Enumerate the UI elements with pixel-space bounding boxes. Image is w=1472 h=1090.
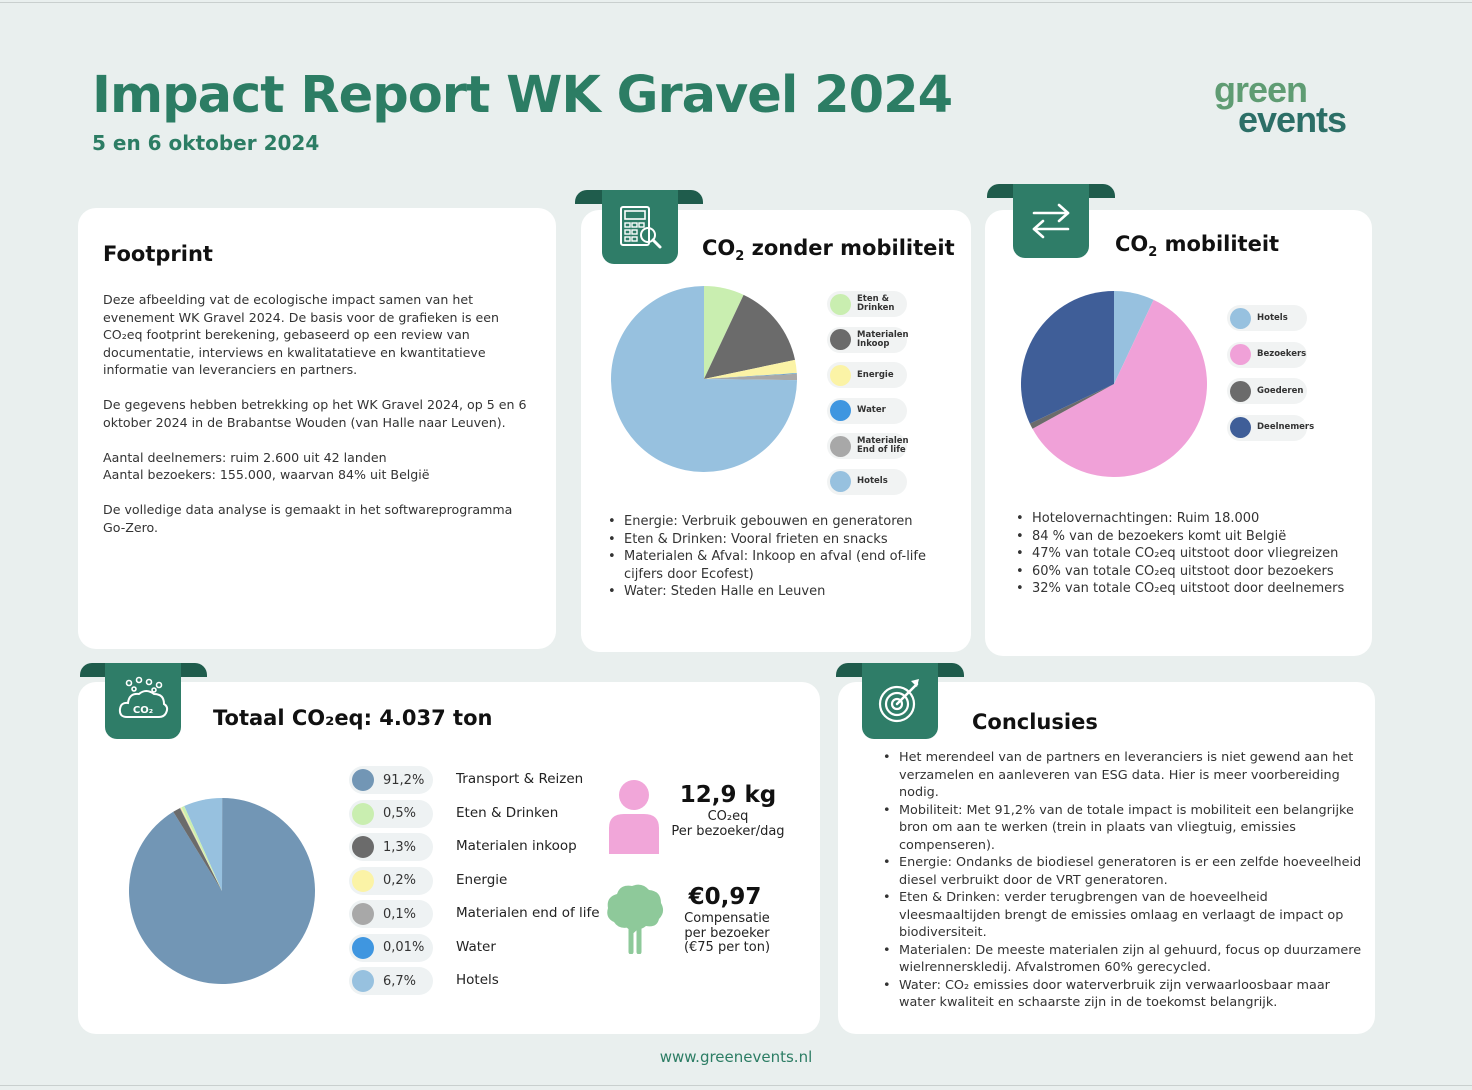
bullet-item: • Energie: Verbruik gebouwen en generatoren xyxy=(606,513,946,531)
stat-compensatie-per: per bezoeker xyxy=(684,926,770,941)
stat-per-bezoeker-unit: CO₂eq xyxy=(707,809,749,824)
co2-mobiliteit-legend-item xyxy=(1227,378,1307,404)
legend-swatch xyxy=(830,436,851,457)
totaal-legend-pill xyxy=(349,800,433,828)
totaal-legend-label: Water xyxy=(456,938,496,955)
legend-label: Materialen End of life xyxy=(857,436,909,455)
totaal-legend-pill xyxy=(349,967,433,995)
logo-line1: green xyxy=(1214,70,1308,110)
person-icon xyxy=(604,776,664,856)
bullet-item: • Materialen: De meeste materialen zijn al gehuurd, focus op duurzamere wielrennerskledij. Afvalstromen 60% gerecycled. xyxy=(881,942,1366,977)
bullet-item: • Water: Steden Halle en Leuven xyxy=(606,583,946,601)
co2-zonder-legend-item xyxy=(827,291,907,317)
legend-swatch xyxy=(830,365,851,386)
legend-label: Deelnemers xyxy=(1257,422,1315,432)
legend-swatch xyxy=(830,471,851,492)
co2-mobiliteit-pie-chart xyxy=(1014,284,1214,484)
legend-swatch xyxy=(830,329,851,350)
co2-mobiliteit-bullets xyxy=(1014,510,1364,598)
title-sub: 2 xyxy=(1148,245,1158,261)
co2-zonder-legend-item xyxy=(827,469,907,495)
co2-zonder-legend-item xyxy=(827,433,907,459)
stat-per-bezoeker-value: 12,9 kg xyxy=(679,782,777,808)
footprint-paragraph: De volledige data analyse is gemaakt in het softwareprogramma Go-Zero. xyxy=(103,502,513,535)
title-part: mobiliteit xyxy=(1157,232,1280,256)
bullet-item: • Mobiliteit: Met 91,2% van de totale impact is mobiliteit een belangrijke bron om aan te werken (trein in plaats van vliegtuig, emissies compenseren). xyxy=(881,802,1366,855)
title-part: zonder mobiliteit xyxy=(744,236,955,260)
conclusies-bullets xyxy=(881,749,1366,1012)
totaal-legend-label: Hotels xyxy=(456,972,499,988)
totaal-legend-label: Materialen inkoop xyxy=(456,838,577,854)
legend-label: Hotels xyxy=(1257,312,1288,323)
footprint-paragraph: Aantal deelnemers: ruim 2.600 uit 42 landen Aantal bezoekers: 155.000, waarvan 84% uit België xyxy=(103,449,430,482)
bullet-item: • Water: CO₂ emissies door waterverbruik zijn verwaarloosbaar maar water kwaliteit en schaarste zijn in de toekomst belangrijk. xyxy=(881,977,1366,1012)
totaal-legend-value: 6,7% xyxy=(383,973,417,989)
legend-label: Water xyxy=(857,405,886,415)
title-part: CO xyxy=(1115,232,1149,256)
arrows-exchange-icon xyxy=(1028,198,1074,244)
legend-swatch xyxy=(1230,308,1251,329)
co2-zonder-title xyxy=(702,236,955,264)
totaal-legend-value: 0,01% xyxy=(383,940,425,955)
totaal-legend-pill xyxy=(349,867,433,895)
bullet-item: • Eten & Drinken: Vooral frieten en snacks xyxy=(606,531,946,549)
co2-zonder-legend-item xyxy=(827,362,907,388)
stat-compensatie-value: €0,97 xyxy=(688,884,762,910)
totaal-legend-pill xyxy=(349,934,433,962)
legend-swatch xyxy=(830,400,851,421)
legend-swatch xyxy=(352,803,374,825)
svg-text:CO₂: CO₂ xyxy=(132,705,154,716)
co2-mobiliteit-legend-item xyxy=(1227,415,1315,441)
footer-url[interactable]: www.greenevents.nl xyxy=(659,1048,813,1066)
totaal-legend-value: 1,3% xyxy=(383,839,417,855)
footprint-text xyxy=(103,291,528,554)
legend-swatch xyxy=(830,294,851,315)
footprint-paragraph: De gegevens hebben betrekking op het WK Gravel 2024, op 5 en 6 oktober 2024 in de Brabantse Wouden (van Halle naar Leuven). xyxy=(103,397,527,430)
co2-mobiliteit-legend-item xyxy=(1227,305,1307,331)
co2-zonder-pie-chart xyxy=(604,279,804,479)
legend-swatch xyxy=(352,970,374,992)
bullet-item: • Materialen & Afval: Inkoop en afval (end of-life cijfers door Ecofest) xyxy=(606,548,946,583)
totaal-legend-pill xyxy=(349,833,433,861)
totaal-legend-value: 0,5% xyxy=(383,806,417,821)
legend-swatch xyxy=(352,769,374,791)
bullet-item: • 32% van totale CO₂eq uitstoot door deelnemers xyxy=(1014,580,1364,598)
bullet-item: • Energie: Ondanks de biodiesel generatoren is er een zelfde hoeveelheid diesel verbruikt door de VRT generatoren. xyxy=(881,854,1366,889)
bullet-item: • Hotelovernachtingen: Ruim 18.000 xyxy=(1014,510,1364,528)
page-title: Impact Report WK Gravel 2024 xyxy=(92,66,953,125)
legend-swatch xyxy=(1230,417,1251,438)
co2-mobiliteit-legend-item xyxy=(1227,342,1307,368)
totaal-title: Totaal CO₂eq: 4.037 ton xyxy=(213,706,493,730)
stat-per-bezoeker-label: Per bezoeker/dag xyxy=(671,824,785,839)
totaal-tab xyxy=(105,663,181,739)
footprint-paragraph: Deze afbeelding vat de ecologische impact samen van het evenement WK Gravel 2024. De basis voor de grafieken is een CO₂eq footprint berekening, gebaseerd op een review van documentatie, interviews en kwalitatatieve en kwantitatieve informatie van leveranciers en partners. xyxy=(103,292,500,377)
legend-swatch xyxy=(1230,381,1251,402)
totaal-legend-label: Transport & Reizen xyxy=(456,771,584,787)
totaal-legend-value: 91,2% xyxy=(383,772,425,788)
target-icon xyxy=(875,676,925,726)
legend-swatch xyxy=(352,903,374,925)
tree-icon xyxy=(604,882,666,954)
totaal-legend-label: Materialen end of life xyxy=(456,905,600,921)
bullet-item: • Het merendeel van de partners en leveranciers is niet gewend aan het verzamelen en aanleveren van ESG data. Hier is meer voorbereiding nodig. xyxy=(881,749,1366,802)
calculator-icon xyxy=(615,202,665,252)
legend-swatch xyxy=(352,836,374,858)
co2-zonder-bullets xyxy=(606,513,946,601)
totaal-legend-label: Energie xyxy=(456,871,508,888)
legend-label: Hotels xyxy=(857,476,888,486)
bullet-item: • 60% van totale CO₂eq uitstoot door bezoekers xyxy=(1014,563,1364,581)
logo-line2: events xyxy=(1238,99,1347,140)
co2-zonder-legend-item xyxy=(827,398,907,424)
conclusies-title: Conclusies xyxy=(972,710,1098,734)
legend-label: Bezoekers xyxy=(1257,349,1307,359)
legend-label: Eten & Drinken xyxy=(857,294,895,313)
co2-mobiliteit-title xyxy=(1115,232,1279,260)
bullet-item: • 84 % van de bezoekers komt uit België xyxy=(1014,528,1364,546)
legend-label: Goederen xyxy=(1257,385,1304,396)
totaal-legend-value: 0,1% xyxy=(383,906,417,922)
title-sub: 2 xyxy=(735,249,745,265)
legend-swatch xyxy=(352,870,374,892)
legend-label: Materialen Inkoop xyxy=(857,329,909,349)
title-part: CO xyxy=(702,236,736,260)
page-subtitle: 5 en 6 oktober 2024 xyxy=(92,131,320,155)
co2-mobiliteit-tab xyxy=(1013,184,1089,258)
conclusies-tab xyxy=(862,663,938,739)
totaal-legend-label: Eten & Drinken xyxy=(456,804,559,821)
stat-compensatie-label: Compensatie xyxy=(684,911,770,926)
legend-swatch xyxy=(352,937,374,959)
legend-label: Energie xyxy=(857,369,894,380)
stat-compensatie-rate: (€75 per ton) xyxy=(683,940,771,955)
co2-cloud-icon xyxy=(115,673,171,729)
totaal-legend-value: 0,2% xyxy=(383,873,417,888)
totaal-legend-pill xyxy=(349,766,433,794)
footprint-title: Footprint xyxy=(103,242,213,266)
totaal-legend-pill xyxy=(349,900,433,928)
co2-zonder-tab xyxy=(602,190,678,264)
legend-swatch xyxy=(1230,344,1251,365)
bullet-item: • 47% van totale CO₂eq uitstoot door vliegreizen xyxy=(1014,545,1364,563)
bullet-item: • Eten & Drinken: verder terugbrengen van de hoeveelheid vleesmaaltijden brengt de emissies omlaag en verlaagt de impact op biodiversiteit. xyxy=(881,889,1366,942)
co2-zonder-legend-item xyxy=(827,327,907,353)
greenevents-logo xyxy=(1212,70,1382,140)
